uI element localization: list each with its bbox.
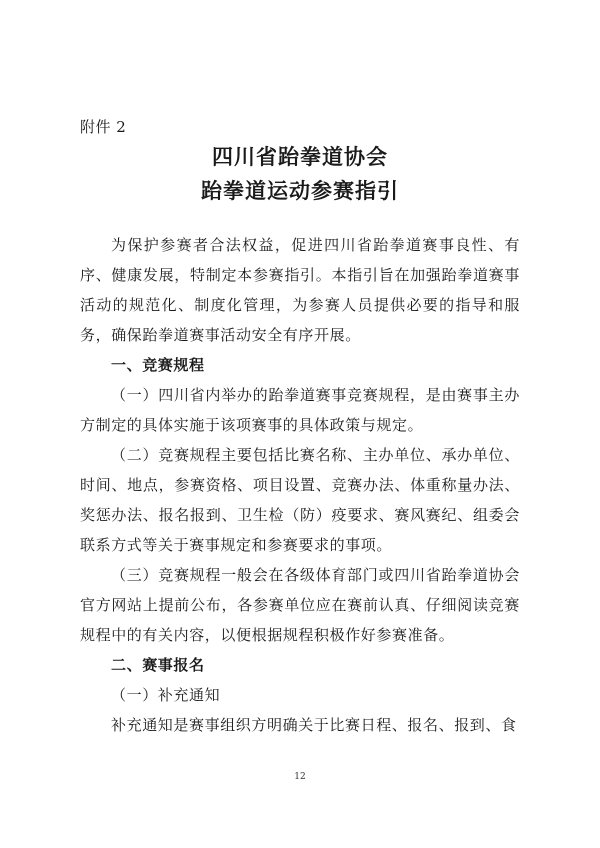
document-title: 四川省跆拳道协会 bbox=[212, 145, 388, 169]
document-body bbox=[80, 230, 520, 740]
rules-item-1: （一）四川省内举办的跆拳道赛事竞赛规程，是由赛事主办方制定的具体实施于该项赛事的具体政策与规定。 bbox=[80, 386, 520, 434]
section-heading-rules: 一、竞赛规程 bbox=[111, 356, 205, 374]
document-subtitle: 跆拳道运动参赛指引 bbox=[201, 179, 399, 203]
intro-paragraph: 为保护参赛者合法权益，促进四川省跆拳道赛事良性、有序、健康发展，特制定本参赛指引。本指引旨在加强跆拳道赛事活动的规范化、制度化管理，为参赛人员提供必要的指导和服务，确保跆拳道赛事活动安全有序开展。 bbox=[80, 236, 520, 344]
rules-item-2: （二）竞赛规程主要包括比赛名称、主办单位、承办单位、时间、地点，参赛资格、项目设置、竞赛办法、体重称量办法、奖惩办法、报名报到、卫生检（防）疫要求、赛风赛纪、组委会联系方式等关于赛事规定和参赛要求的事项。 bbox=[80, 446, 520, 554]
subsection-heading-notice: （一）补充通知 bbox=[111, 686, 221, 704]
section-heading-registration: 二、赛事报名 bbox=[111, 656, 205, 674]
notice-paragraph: 补充通知是赛事组织方明确关于比赛日程、报名、报到、食 bbox=[111, 716, 517, 734]
rules-item-3: （三）竞赛规程一般会在各级体育部门或四川省跆拳道协会官方网站上提前公布，各参赛单位应在赛前认真、仔细阅读竞赛规程中的有关内容，以便根据规程积极作好参赛准备。 bbox=[80, 566, 520, 644]
attachment-label: 附件 2 bbox=[80, 118, 127, 136]
page-number: 12 bbox=[294, 772, 306, 782]
